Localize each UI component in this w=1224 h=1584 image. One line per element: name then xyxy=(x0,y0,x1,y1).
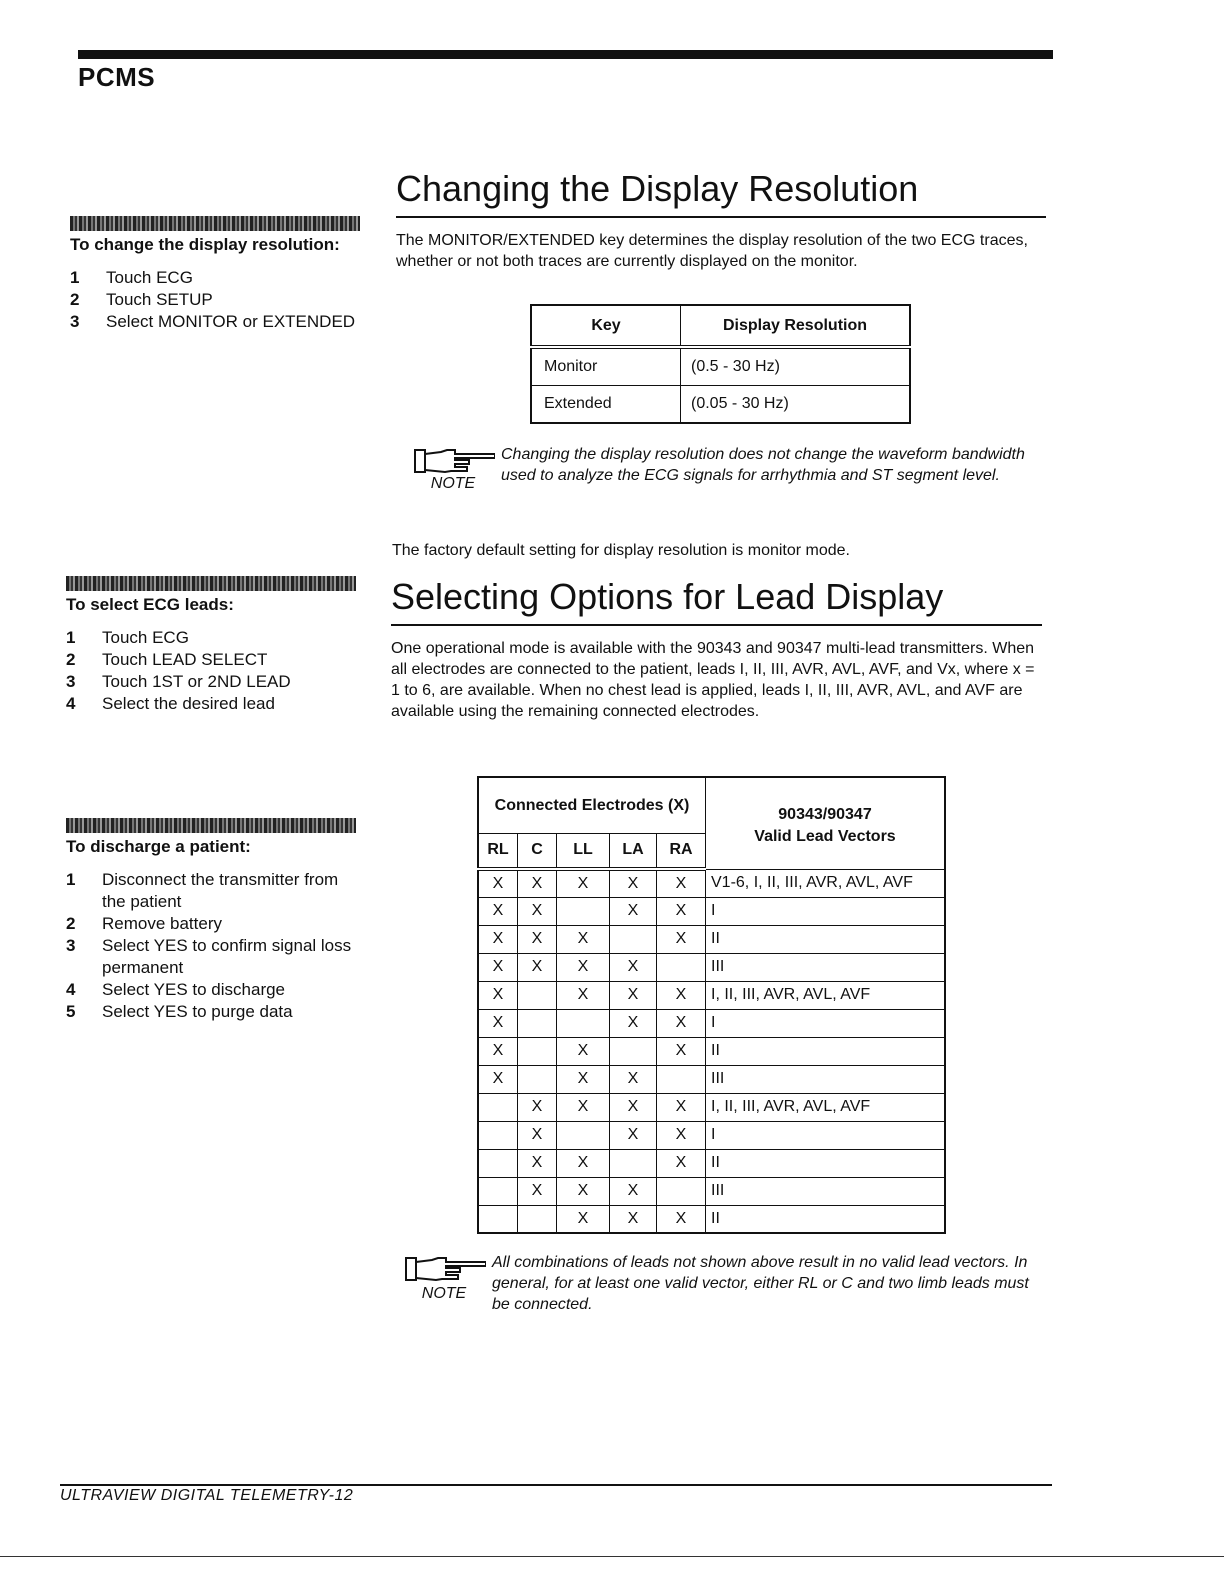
electrode-cell: X xyxy=(518,869,557,897)
vector-cell: V1-6, I, II, III, AVR, AVL, AVF xyxy=(706,869,946,897)
col-header-electrodes: Connected Electrodes (X) xyxy=(478,777,706,833)
electrode-cell xyxy=(557,1009,610,1037)
vector-cell: II xyxy=(706,1205,946,1233)
electrode-cell xyxy=(518,1009,557,1037)
vector-cell: III xyxy=(706,953,946,981)
electrode-cell xyxy=(610,1149,657,1177)
note-text: All combinations of leads not shown above result in no valid lead vectors. In general, for at least one valid vector, either RL or C and two limb leads must be connected. xyxy=(492,1254,1029,1313)
step-text: Touch LEAD SELECT xyxy=(102,650,268,669)
electrode-cell: X xyxy=(557,1065,610,1093)
sidebar-block-discharge xyxy=(66,818,356,1023)
electrode-cell xyxy=(657,953,706,981)
vector-header-model: 90343/90347 xyxy=(778,805,872,823)
electrode-cell: X xyxy=(557,1177,610,1205)
electrode-cell: X xyxy=(518,953,557,981)
table-row xyxy=(478,1065,945,1093)
electrode-cell: X xyxy=(610,1009,657,1037)
col-header-key: Key xyxy=(531,305,681,347)
step-item xyxy=(66,693,356,715)
vector-cell: III xyxy=(706,1177,946,1205)
sidebar-block-display-resolution xyxy=(70,216,360,333)
note-label: NOTE xyxy=(421,1285,467,1302)
vector-cell: I xyxy=(706,897,946,925)
step-item xyxy=(70,267,360,289)
step-text: Select YES to discharge xyxy=(102,980,286,999)
step-item xyxy=(66,649,356,671)
lead-vectors-table xyxy=(477,776,946,1234)
electrode-cell: X xyxy=(657,1037,706,1065)
vector-cell: I xyxy=(706,1009,946,1037)
table-row xyxy=(478,953,945,981)
factory-default-text: The factory default setting for display resolution is monitor mode. xyxy=(392,542,850,559)
electrode-cell: X xyxy=(478,869,518,897)
electrode-cell: X xyxy=(657,981,706,1009)
section-rule xyxy=(396,216,1046,218)
step-item xyxy=(66,979,356,1001)
step-item xyxy=(66,869,356,913)
step-item xyxy=(66,935,356,979)
electrode-cell: X xyxy=(557,1093,610,1121)
vector-cell: I, II, III, AVR, AVL, AVF xyxy=(706,1093,946,1121)
col-header-rl: RL xyxy=(478,833,518,869)
note-block xyxy=(396,1252,492,1315)
electrode-cell: X xyxy=(478,1009,518,1037)
top-rule xyxy=(78,50,1053,59)
step-text: Touch ECG xyxy=(102,628,189,647)
step-number: 1 xyxy=(70,268,80,287)
electrode-cell: X xyxy=(610,1121,657,1149)
electrode-cell: X xyxy=(657,925,706,953)
electrode-cell: X xyxy=(657,1149,706,1177)
step-item xyxy=(66,913,356,935)
table-row xyxy=(531,347,910,385)
electrode-cell xyxy=(557,1121,610,1149)
electrode-cell: X xyxy=(478,981,518,1009)
note-text: Changing the display resolution does not change the waveform bandwidth used to analyze the ECG signals for arrhythmia and ST segment level. xyxy=(501,446,1025,484)
step-number: 1 xyxy=(66,628,76,647)
step-number: 5 xyxy=(66,1002,76,1021)
vector-cell: II xyxy=(706,925,946,953)
step-number: 3 xyxy=(66,936,76,955)
step-number: 2 xyxy=(70,290,80,309)
electrode-cell: X xyxy=(478,953,518,981)
table-row xyxy=(478,925,945,953)
section-lead-display xyxy=(391,576,1042,722)
sidebar-heading-bar xyxy=(66,576,356,591)
step-number: 3 xyxy=(66,672,76,691)
vector-cell: I, II, III, AVR, AVL, AVF xyxy=(706,981,946,1009)
pointing-hand-icon xyxy=(411,444,495,476)
note-resolution xyxy=(405,444,1045,493)
electrode-cell xyxy=(557,897,610,925)
electrode-cell: X xyxy=(610,897,657,925)
electrode-cell xyxy=(610,925,657,953)
electrode-cell xyxy=(478,1205,518,1233)
electrode-cell: X xyxy=(518,1149,557,1177)
note-leads xyxy=(396,1252,1046,1315)
electrode-cell xyxy=(478,1121,518,1149)
vector-cell: III xyxy=(706,1065,946,1093)
section-heading: Changing the Display Resolution xyxy=(396,168,919,209)
electrode-cell: X xyxy=(557,1037,610,1065)
electrode-cell: X xyxy=(557,953,610,981)
table-cell: Monitor xyxy=(531,347,681,385)
electrode-cell: X xyxy=(518,1093,557,1121)
electrode-cell: X xyxy=(657,1009,706,1037)
electrode-cell: X xyxy=(610,953,657,981)
step-text: Select YES to purge data xyxy=(102,1002,293,1021)
step-list xyxy=(66,627,356,715)
sidebar-heading-bar xyxy=(70,216,360,231)
lead-rows xyxy=(478,869,945,1233)
step-item xyxy=(66,671,356,693)
step-list xyxy=(66,869,356,1023)
electrode-cell xyxy=(518,1205,557,1233)
sidebar-block-ecg-leads xyxy=(66,576,356,715)
step-text: Touch ECG xyxy=(106,268,193,287)
page-header: PCMS xyxy=(78,62,156,92)
electrode-cell: X xyxy=(518,1121,557,1149)
col-header-la: LA xyxy=(610,833,657,869)
note-label: NOTE xyxy=(430,475,476,492)
step-item xyxy=(70,289,360,311)
step-text: Touch SETUP xyxy=(106,290,213,309)
electrode-cell xyxy=(478,1177,518,1205)
col-header-c: C xyxy=(518,833,557,869)
table-row xyxy=(478,869,945,897)
electrode-cell: X xyxy=(610,1093,657,1121)
footer-rule xyxy=(60,1484,1052,1486)
step-text: Remove battery xyxy=(102,914,222,933)
sidebar-heading-bar xyxy=(66,818,356,833)
section-rule xyxy=(391,624,1042,626)
table-row xyxy=(478,1093,945,1121)
vector-cell: I xyxy=(706,1121,946,1149)
electrode-cell: X xyxy=(557,869,610,897)
table-cell: (0.05 - 30 Hz) xyxy=(681,385,911,423)
table-row xyxy=(478,897,945,925)
step-text: Select MONITOR or EXTENDED xyxy=(106,312,356,331)
sidebar-heading: To discharge a patient: xyxy=(66,837,251,856)
step-number: 2 xyxy=(66,650,76,669)
page-footer: ULTRAVIEW DIGITAL TELEMETRY-12 xyxy=(60,1487,354,1504)
electrode-cell: X xyxy=(610,869,657,897)
electrode-cell xyxy=(478,1093,518,1121)
col-header-vectors xyxy=(706,777,946,869)
electrode-cell: X xyxy=(557,1149,610,1177)
table-row xyxy=(478,1149,945,1177)
table-row xyxy=(478,1205,945,1233)
vector-cell: II xyxy=(706,1149,946,1177)
electrode-cell xyxy=(478,1149,518,1177)
table-header-row xyxy=(531,305,910,347)
electrode-cell xyxy=(610,1037,657,1065)
step-text: Disconnect the transmitter from the patient xyxy=(102,870,339,911)
bottom-edge-line xyxy=(0,1556,1224,1557)
section-intro: The MONITOR/EXTENDED key determines the display resolution of the two ECG traces, whether or not both traces are currently displayed on the monitor. xyxy=(396,232,1028,270)
electrode-cell: X xyxy=(518,925,557,953)
table-row xyxy=(478,981,945,1009)
electrode-cell: X xyxy=(657,1205,706,1233)
step-number: 1 xyxy=(66,870,76,889)
section-heading: Selecting Options for Lead Display xyxy=(391,576,944,617)
electrode-cell xyxy=(657,1065,706,1093)
electrode-cell xyxy=(518,981,557,1009)
table-row xyxy=(478,1121,945,1149)
electrode-cell: X xyxy=(518,897,557,925)
vector-cell: II xyxy=(706,1037,946,1065)
electrode-cell: X xyxy=(557,925,610,953)
step-number: 4 xyxy=(66,980,76,999)
resolution-table xyxy=(530,304,911,424)
electrode-cell: X xyxy=(557,1205,610,1233)
table-row xyxy=(478,1009,945,1037)
electrode-cell: X xyxy=(518,1177,557,1205)
electrode-cell: X xyxy=(657,1121,706,1149)
table-row xyxy=(478,1177,945,1205)
step-text: Select the desired lead xyxy=(102,694,275,713)
table-row xyxy=(478,1037,945,1065)
table-cell: (0.5 - 30 Hz) xyxy=(681,347,911,385)
table-row xyxy=(531,385,910,423)
vector-header-label: Valid Lead Vectors xyxy=(754,827,896,845)
electrode-cell: X xyxy=(657,897,706,925)
electrode-cell: X xyxy=(478,925,518,953)
step-item xyxy=(66,627,356,649)
electrode-cell: X xyxy=(610,1177,657,1205)
step-number: 2 xyxy=(66,914,76,933)
pointing-hand-icon xyxy=(402,1252,486,1284)
section-display-resolution xyxy=(396,168,1046,272)
step-item xyxy=(66,1001,356,1023)
col-header-resolution: Display Resolution xyxy=(681,305,911,347)
note-block xyxy=(405,444,501,493)
sidebar-heading: To change the display resolution: xyxy=(70,235,340,254)
col-header-ra: RA xyxy=(657,833,706,869)
section-intro: One operational mode is available with the 90343 and 90347 multi-lead transmitters. When all electrodes are connected to the patient, leads I, II, III, AVR, AVL, AVF, and Vx, where x = 1 to 6, are available. When no chest lead is applied, leads I, II, III, AVR, AVL, and AVF are available using the remaining connected electrodes. xyxy=(391,640,1035,720)
electrode-cell: X xyxy=(610,1205,657,1233)
electrode-cell xyxy=(518,1065,557,1093)
step-text: Select YES to confirm signal loss permanent xyxy=(102,936,352,977)
electrode-cell: X xyxy=(610,981,657,1009)
table-header-row xyxy=(478,777,945,833)
step-text: Touch 1ST or 2ND LEAD xyxy=(102,672,291,691)
electrode-cell xyxy=(518,1037,557,1065)
step-number: 3 xyxy=(70,312,80,331)
electrode-cell: X xyxy=(478,1037,518,1065)
sidebar-heading: To select ECG leads: xyxy=(66,595,234,614)
table-cell: Extended xyxy=(531,385,681,423)
electrode-cell: X xyxy=(478,897,518,925)
step-list xyxy=(70,267,360,333)
electrode-cell: X xyxy=(657,1093,706,1121)
electrode-cell: X xyxy=(610,1065,657,1093)
electrode-cell: X xyxy=(657,869,706,897)
electrode-cell: X xyxy=(557,981,610,1009)
step-item xyxy=(70,311,360,333)
electrode-cell xyxy=(657,1177,706,1205)
step-number: 4 xyxy=(66,694,76,713)
electrode-cell: X xyxy=(478,1065,518,1093)
col-header-ll: LL xyxy=(557,833,610,869)
